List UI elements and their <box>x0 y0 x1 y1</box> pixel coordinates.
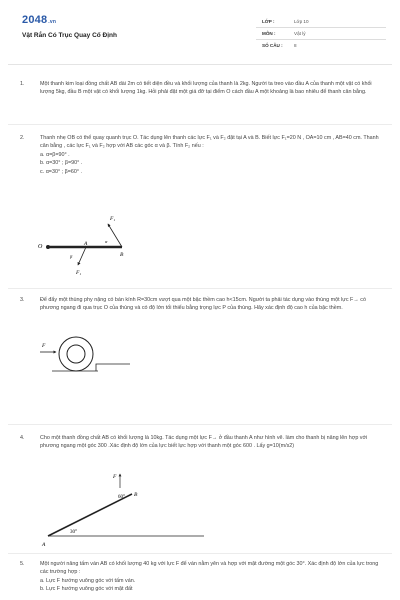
question-divider <box>8 288 392 289</box>
question-2 <box>20 134 380 176</box>
option-a: a. Lực F hướng vuông góc với tấm ván. <box>40 577 136 584</box>
question-divider <box>8 424 392 425</box>
label-f: F <box>113 474 117 480</box>
page-header <box>8 10 392 64</box>
barrel-outer <box>59 337 93 371</box>
label-angle-top: 60° <box>118 495 125 500</box>
option-b: b. α=30° ; β=90° . <box>40 160 83 167</box>
meta-label: MÔN : <box>262 31 276 36</box>
label-a: A <box>84 241 88 247</box>
question-number: 4. <box>20 435 25 441</box>
question-text: Một thanh kim loại đồng chất AB dài 2m có tiết diện đều và khối lượng của thanh là 2kg. Người ta treo vào đầu A của thanh một vật có khối lượng 5kg, đầu B một vật có khối lượng 1kg. Hỏi phải đặt một giá đỡ tại điểm O cách đầu A một khoảng là bao nhiêu để thanh cân bằng. <box>40 81 372 96</box>
document-title: Vật Rắn Có Trục Quay Cố Định <box>22 32 117 39</box>
question-text: Để đẩy một thùng phy nặng có bán kính R=30cm vượt qua một bậc thềm cao h<15cm. Người ta phải tác dụng vào thùng một lực F→ có phương ngang đi qua trục O của thùng và có độ lớn tối thiểu bằng trọng lực P của thùng. Hãy xác định độ cao h của bậc thềm. <box>40 297 366 312</box>
barrel-diagram <box>38 334 138 384</box>
question-number: 1. <box>20 81 25 87</box>
barrel-inner <box>67 345 85 363</box>
label-a: A <box>42 542 46 548</box>
question-divider <box>8 124 392 125</box>
question-divider <box>8 553 392 554</box>
step-outline <box>96 364 130 371</box>
question-number: 2. <box>20 135 25 141</box>
question-text: Một người nâng tấm ván AB có khối lượng 40 kg với lực F để ván nằm yên và hợp với mặt đường một góc 30°. Xác định độ lớn của lực trong các trường hợp : <box>40 561 379 576</box>
site-logo[interactable] <box>22 14 56 26</box>
option-b: b. Lực F hướng vuông góc với mặt đất <box>40 586 133 593</box>
lever-diagram <box>30 210 170 280</box>
question-text: Thanh nhẹ OB có thể quay quanh trục O. Tác dụng lên thanh các lực F₁ và F₂ đặt tại A và B. Biết lực F₁=20 N , OA=10 cm , AB=40 cm. Thanh cân bằng , các lực F₁ và F₂ hợp với AB các góc α và β. Tính F₂ nếu : <box>40 135 379 150</box>
question-3 <box>20 296 380 313</box>
meta-value: Lớp 10 <box>294 19 309 24</box>
label-o: O <box>38 244 43 250</box>
force-arrow-top <box>108 224 122 247</box>
force-arrow-bottom <box>78 247 86 265</box>
question-4 <box>20 434 380 451</box>
meta-value: Vật lý <box>294 31 306 36</box>
meta-label: SỐ CÂU : <box>262 43 283 48</box>
option-a: a. α=β=90° . <box>40 151 70 158</box>
rod <box>48 494 132 536</box>
meta-row-subject <box>256 28 386 40</box>
meta-row-count <box>256 40 386 52</box>
question-5 <box>20 560 380 594</box>
label-f-top: F₁ <box>110 216 116 222</box>
meta-value: 8 <box>294 43 297 48</box>
label-b: B <box>134 492 138 498</box>
option-c: c. α=30° ; β=60° . <box>40 168 82 175</box>
label-beta: β <box>70 254 73 259</box>
question-number: 5. <box>20 561 25 567</box>
label-f: F <box>42 343 46 349</box>
rod-diagram <box>34 468 214 550</box>
question-text: Cho một thanh đồng chất AB có khối lượng là 10kg. Tác dụng một lực F→ ở đầu thanh A như hình vẽ. làm cho thanh bị nâng lên hợp với phương ngang một góc 300 .Xác định độ lớn của lực biết lực hợp với thanh một góc 600 . Lấy g=10(m/s2) <box>40 435 368 450</box>
logo-suffix: .vn <box>48 19 57 25</box>
label-f-bottom: F₁ <box>76 270 82 276</box>
question-number: 3. <box>20 297 25 303</box>
meta-row-class <box>256 16 386 28</box>
pivot-point <box>46 245 50 249</box>
label-angle-bottom: 30° <box>70 530 77 535</box>
label-alpha: α <box>105 239 108 244</box>
label-b: B <box>120 252 124 258</box>
meta-label: LỚP : <box>262 19 275 24</box>
logo-text: 2048 <box>22 14 48 26</box>
header-rule <box>8 64 392 65</box>
question-1 <box>20 80 380 97</box>
